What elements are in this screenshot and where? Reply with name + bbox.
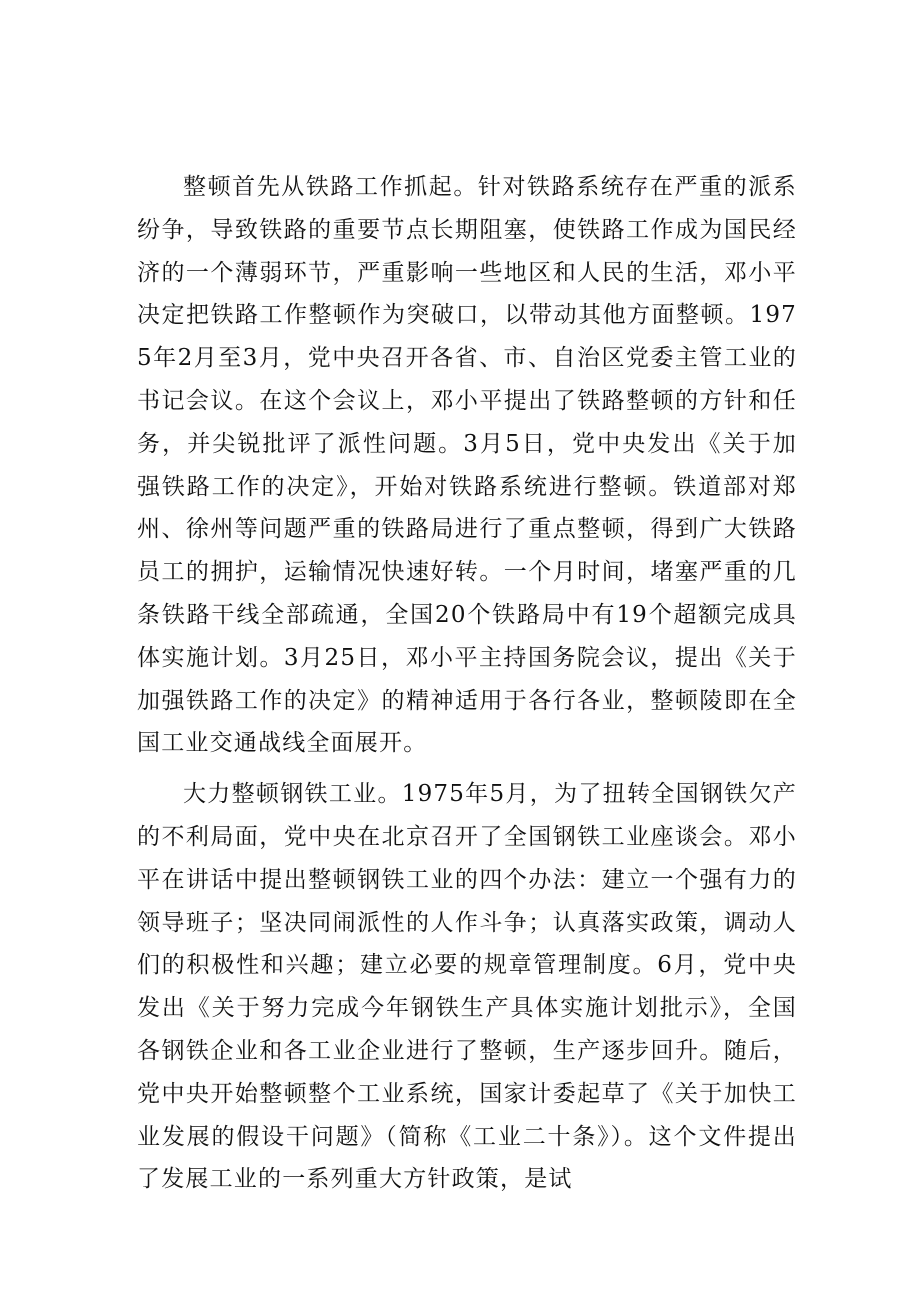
paragraph-steel-industry-rectification: 大力整顿钢铁工业。1975年5月，为了扭转全国钢铁欠产的不利局面，党中央在北京召开了全国钢铁工业座谈会。邓小平在讲话中提出整顿钢铁工业的四个办法：建立一个强有力的领导班子；坚决同闹派性的人作斗争；认真落实政策，调动人们的积极性和兴趣；建立必要的规章管理制度。6月，党中央发出《关于努力完成今年钢铁生产具体实施计划批示》，全国各钢铁企业和各工业企业进行了整顿，生产逐步回升。随后，党中央开始整顿整个工业系统，国家计委起草了《关于加快工业发展的假设干问题》（简称《工业二十条》）。这个文件提出了发展工业的一系列重大方针政策，是试 (137, 781, 797, 1193)
document-body (137, 166, 797, 1201)
paragraph-railway-rectification: 整顿首先从铁路工作抓起。针对铁路系统存在严重的派系纷争，导致铁路的重要节点长期阻塞，使铁路工作成为国民经济的一个薄弱环节，严重影响一些地区和人民的生活，邓小平决定把铁路工作整顿作为突破口，以带动其他方面整顿。1975年2月至3月，党中央召开各省、市、自治区党委主管工业的书记会议。在这个会议上，邓小平提出了铁路整顿的方针和任务，并尖锐批评了派性问题。3月5日，党中央发出《关于加强铁路工作的决定》，开始对铁路系统进行整顿。铁道部对郑州、徐州等问题严重的铁路局进行了重点整顿，得到广大铁路员工的拥护，运输情况快速好转。一个月时间，堵塞严重的几条铁路干线全部疏通，全国20个铁路局中有19个超额完成具体实施计划。3月25日，邓小平主持国务院会议，提出《关于加强铁路工作的决定》的精神适用于各行各业，整顿陵即在全国工业交通战线全面展开。 (137, 174, 797, 757)
